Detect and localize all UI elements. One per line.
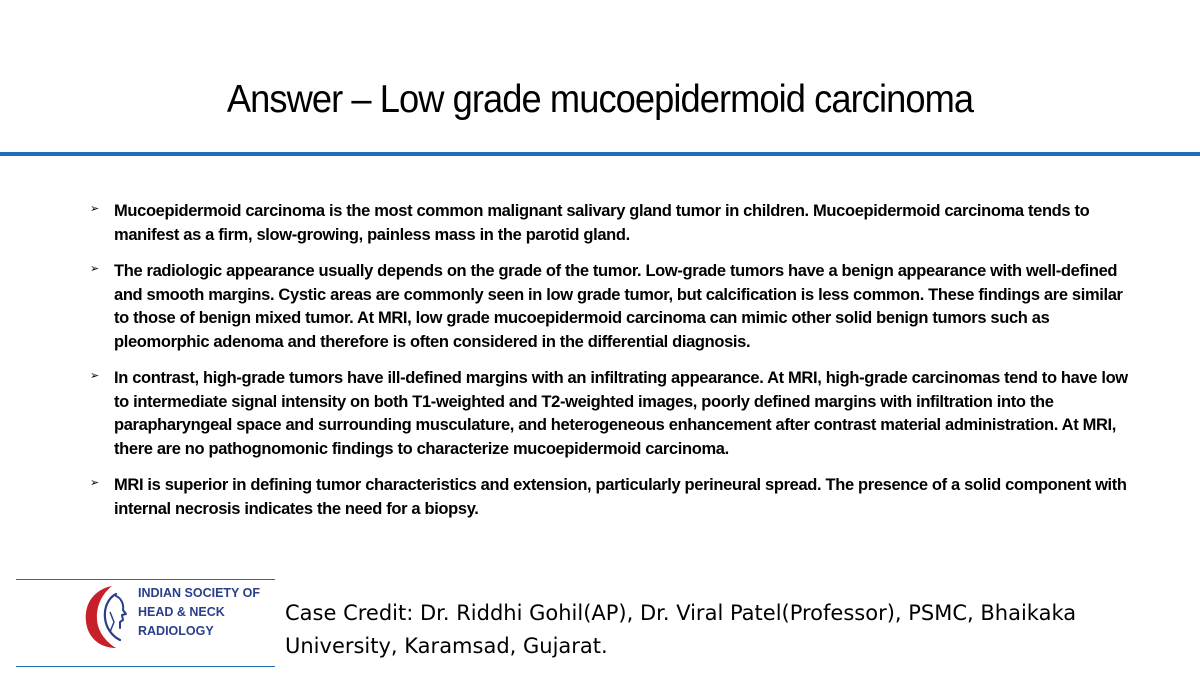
footer-top-rule [16,579,275,580]
bullet-list [88,200,1128,534]
bullet-item [88,260,1128,354]
case-credit: Case Credit: Dr. Riddhi Gohil(AP), Dr. Viral Patel(Professor), PSMC, Bhaikaka University, Karamsad, Gujarat. [285,601,1077,658]
bullet-item [88,200,1128,247]
arrow-bullet-icon: ➢ [90,202,100,215]
bullet-item [88,474,1128,521]
logo-text-line: HEAD & NECK [138,605,225,619]
arrow-bullet-icon: ➢ [90,262,100,275]
bullet-text: The radiologic appearance usually depends on the grade of the tumor. Low-grade tumors have a benign appearance with well-defined and smooth margins. Cystic areas are commonly seen in low grade tumor, but calcification is less common. These findings are similar to those of benign mixed tumor. At MRI, low grade mucoepidermoid carcinoma can mimic other solid benign tumors such as pleomorphic adenoma and therefore is often considered in the differential diagnosis. [114,262,1123,351]
logo-text-line: RADIOLOGY [138,624,214,638]
arrow-bullet-icon: ➢ [90,476,100,489]
arrow-bullet-icon: ➢ [90,369,100,382]
logo-text-line: INDIAN SOCIETY OF [138,586,261,600]
bullet-text: MRI is superior in defining tumor characteristics and extension, particularly perineural spread. The presence of a solid component with internal necrosis indicates the need for a biopsy. [114,476,1127,518]
bullet-text: In contrast, high-grade tumors have ill-defined margins with an infiltrating appearance. At MRI, high-grade carcinomas tend to have low to intermediate signal intensity on both T1-weighted and T2-weighted images, poorly defined margins with infiltration into the parapharyngeal space and surrounding musculature, and heterogeneous enhancement after contrast material administration. At MRI, there are no pathognomonic findings to characterize mucoepidermoid carcinoma. [114,369,1128,458]
bullet-text: Mucoepidermoid carcinoma is the most common malignant salivary gland tumor in children. Mucoepidermoid carcinoma tends to manifest as a firm, slow-growing, painless mass in the parotid gland. [114,202,1090,244]
footer-bottom-rule [16,666,275,667]
head-neck-logo-icon [82,582,136,652]
logo-text [138,584,260,641]
slide-title: Answer – Low grade mucoepidermoid carcinoma [226,78,974,121]
title-divider [0,152,1200,156]
bullet-item [88,367,1128,461]
